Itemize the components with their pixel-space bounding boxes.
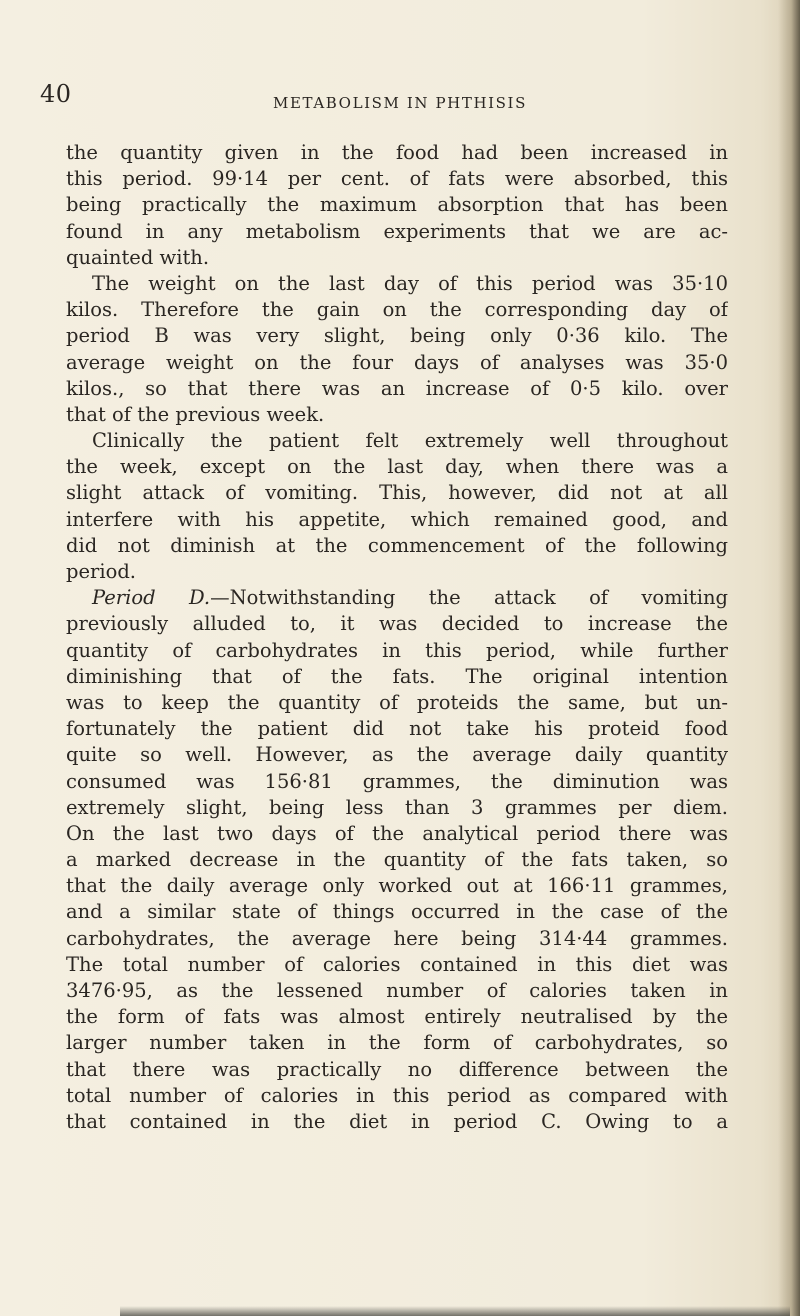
text-line — [66, 533, 728, 559]
line-text: quite so well. However, as the average daily quantity — [66, 743, 728, 767]
text-line — [66, 297, 728, 323]
text-line — [66, 952, 728, 978]
line-text: fortunately the patient did not take his proteid food — [66, 717, 728, 741]
line-text: kilos., so that there was an increase of 0·5 kilo. over — [66, 376, 728, 400]
line-text: period. — [66, 560, 137, 583]
line-text: average weight on the four days of analyses was 35·0 — [66, 350, 728, 374]
text-line — [66, 585, 728, 611]
line-text: The total number of calories contained in this diet was — [66, 952, 728, 976]
text-line — [66, 716, 728, 742]
line-text: previously alluded to, it was decided to increase the — [66, 612, 728, 636]
text-line — [66, 166, 728, 192]
text-line — [66, 821, 728, 847]
line-text: was to keep the quantity of proteids the same, but un- — [66, 690, 728, 714]
text-line — [66, 428, 728, 454]
page-number: 40 — [40, 80, 72, 108]
line-text: that of the previous week. — [66, 402, 325, 426]
line-text: larger number taken in the form of carbohydrates, so — [66, 1031, 728, 1055]
line-rest: —Notwithstanding the attack of vomiting — [210, 586, 728, 610]
text-line — [66, 219, 728, 245]
line-text: the form of fats was almost entirely neutralised by the — [66, 1005, 728, 1029]
text-line — [66, 873, 728, 899]
body-text — [66, 140, 728, 1135]
line-text: slight attack of vomiting. This, however, did not at all — [66, 481, 728, 505]
text-line — [66, 638, 728, 664]
italic-lead: Period D. — [92, 586, 211, 610]
text-line — [66, 769, 728, 795]
text-line — [66, 559, 728, 585]
page-edge-shadow — [778, 0, 800, 1316]
text-line — [66, 507, 728, 533]
line-text: this period. 99·14 per cent. of fats were absorbed, this — [66, 167, 728, 191]
line-text: total number of calories in this period as compared with — [66, 1083, 728, 1107]
line-text: found in any metabolism experiments that we are ac- — [66, 219, 728, 243]
text-line — [66, 376, 728, 402]
text-line — [66, 192, 728, 218]
text-line — [66, 402, 728, 428]
line-text: extremely slight, being less than 3 grammes per diem. — [66, 795, 728, 819]
text-line — [66, 978, 728, 1004]
running-head: METABOLISM IN PHTHISIS — [273, 94, 527, 112]
line-text: that contained in the diet in period C. Owing to a — [66, 1109, 728, 1133]
text-line — [66, 1109, 728, 1135]
line-text: quainted with. — [66, 245, 210, 269]
bottom-edge-shadow — [120, 1306, 790, 1316]
line-text: quantity of carbohydrates in this period, while further — [66, 638, 728, 662]
text-line — [66, 323, 728, 349]
line-text: 3476·95, as the lessened number of calories taken in — [66, 979, 728, 1002]
line-text: diminishing that of the fats. The original intention — [66, 664, 728, 688]
line-text: The weight on the last day of this period was 35·10 — [92, 271, 728, 295]
line-text: a marked decrease in the quantity of the fats taken, so — [66, 848, 728, 872]
text-line — [66, 140, 728, 166]
line-text: that there was practically no difference between the — [66, 1057, 728, 1081]
line-text: period B was very slight, being only 0·36 kilo. The — [66, 324, 728, 348]
text-line — [66, 454, 728, 480]
text-line — [66, 1057, 728, 1083]
text-line — [66, 350, 728, 376]
line-text: consumed was 156·81 grammes, the diminution was — [66, 769, 728, 793]
text-line — [66, 271, 728, 297]
text-line — [66, 611, 728, 637]
line-text: kilos. Therefore the gain on the corresponding day of — [66, 298, 728, 322]
line-text: the quantity given in the food had been increased in — [66, 141, 728, 164]
text-line — [66, 847, 728, 873]
text-line — [66, 690, 728, 716]
text-line — [66, 245, 728, 271]
text-line — [66, 742, 728, 768]
text-line — [66, 664, 728, 690]
line-text: Clinically the patient felt extremely well throughout — [92, 429, 728, 453]
text-line — [66, 1083, 728, 1109]
text-line — [66, 899, 728, 925]
text-line — [66, 480, 728, 506]
text-line — [66, 926, 728, 952]
text-line — [66, 1004, 728, 1030]
line-text: carbohydrates, the average here being 314·44 grammes. — [66, 926, 728, 950]
line-text: and a similar state of things occurred in the case of the — [66, 900, 728, 924]
line-text: the week, except on the last day, when there was a — [66, 455, 728, 479]
line-text: interfere with his appetite, which remained good, and — [66, 507, 728, 531]
line-text: being practically the maximum absorption that has been — [66, 193, 728, 217]
line-text: that the daily average only worked out at 166·11 grammes, — [66, 874, 728, 898]
text-line — [66, 1030, 728, 1056]
line-text: On the last two days of the analytical period there was — [66, 821, 728, 845]
line-text: did not diminish at the commencement of the following — [66, 533, 728, 557]
text-line — [66, 795, 728, 821]
